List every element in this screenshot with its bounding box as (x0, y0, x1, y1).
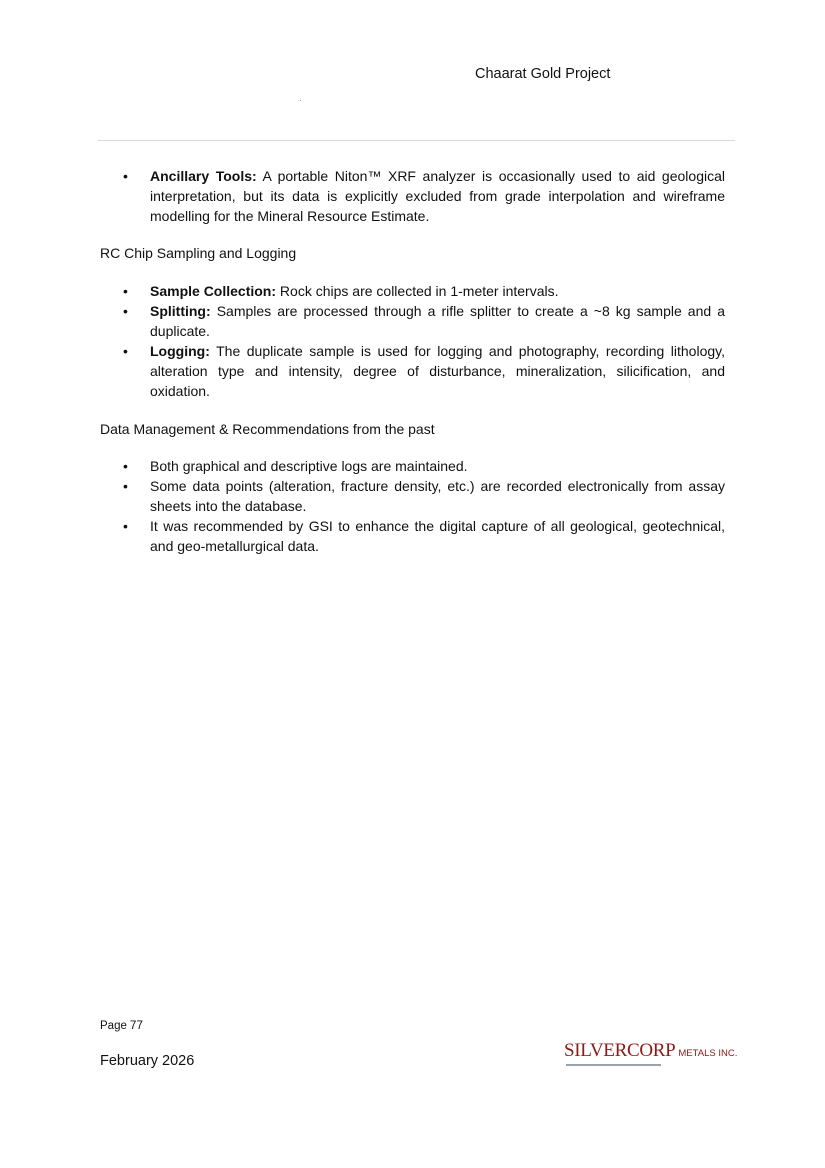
list-item (100, 281, 725, 301)
logo-suffix: METALS INC. (678, 1048, 738, 1059)
footer-date: February 2026 (100, 1053, 195, 1069)
list-item: • Some data points (alteration, fracture density, etc.) are recorded electronically from assay sheets into the database. (100, 476, 725, 516)
data-list (100, 456, 725, 556)
section-heading-rc: RC Chip Sampling and Logging (100, 245, 297, 261)
header-dot (300, 100, 301, 101)
rc-list (100, 281, 725, 401)
rc-list-block (100, 281, 725, 401)
list-item-term: Sample Collection: (150, 283, 277, 299)
list-item-text: A portable Niton™ XRF analyzer is occasionally used to aid geological interpretation, but its data is explicitly excluded from grade interpolation and wireframe modelling for the Mineral Resource Estimate. (150, 168, 725, 224)
logo-name: SILVERCORP (564, 1040, 676, 1061)
data-list-block (100, 456, 725, 556)
section-heading-data: Data Management & Recommendations from the past (100, 421, 435, 437)
list-item: • Both graphical and descriptive logs are maintained. (100, 456, 725, 476)
list-item-term: Ancillary Tools: (150, 168, 257, 184)
company-logo (564, 1040, 737, 1068)
logo-underline (566, 1064, 661, 1066)
list-item-text: Rock chips are collected in 1-meter intervals. (276, 283, 559, 299)
list-item-text: The duplicate sample is used for logging and photography, recording lithology, alteration type and intensity, degree of disturbance, mineralization, silicification, and oxidation. (150, 343, 725, 399)
page-number: Page 77 (100, 1020, 143, 1032)
list-item-term: Logging: (150, 343, 210, 359)
ancillary-list (100, 166, 725, 226)
header-title: Chaarat Gold Project (475, 66, 611, 82)
list-item (100, 166, 725, 226)
list-item-term: Splitting: (150, 303, 211, 319)
header-divider (98, 140, 735, 141)
list-item-text: Samples are processed through a rifle splitter to create a ~8 kg sample and a duplicate. (150, 303, 725, 339)
ancillary-list-block (100, 166, 725, 226)
list-item: • It was recommended by GSI to enhance the digital capture of all geological, geotechnical, and geo-metallurgical data. (100, 516, 725, 556)
list-item (100, 301, 725, 341)
list-item (100, 341, 725, 401)
